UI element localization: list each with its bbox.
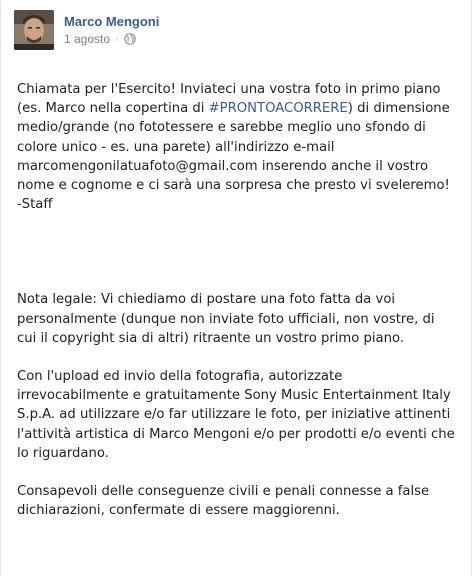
post-paragraph-4: Consapevoli delle conseguenze civili e penali connesse a false dichiarazioni, confermate di essere maggiorenni. bbox=[17, 484, 430, 519]
paragraph-1-text-start: Chiamata per l'Esercito! Inviateci una vostra foto in primo piano (es. Marco nella copertina di bbox=[17, 82, 441, 117]
paragraph-1-text-end: ) di dimensione medio/grande (no fototessere e sarebbe meglio uno sfondo di colore unico - es. una parete) all'indirizzo e-mail marcomengonilatuafoto@gmail.com inserendo anche il vostro nome e cognome e ci sarà una sorpresa che presto vi sveleremo! -Staff bbox=[17, 101, 450, 213]
avatar[interactable] bbox=[14, 10, 54, 50]
hashtag-link[interactable]: #PRONTOACORRERE bbox=[208, 101, 348, 117]
post-meta bbox=[64, 14, 159, 46]
author-name-link[interactable]: Marco Mengoni bbox=[64, 14, 160, 29]
post-paragraph-1 bbox=[17, 80, 457, 214]
globe-icon[interactable] bbox=[124, 33, 136, 45]
post-paragraph-3: Con l'upload ed invio della fotografia, autorizzate irrevocabilmente e gratuitamente Sony Music Entertainment Italy S.p.A. ad utilizzare e/o far utilizzare le foto, per iniziative attinenti l'attività artistica di Marco Mengoni e/o per prodotti e/o eventi che lo riguardano. bbox=[17, 369, 455, 461]
post-date-link[interactable]: 1 agosto bbox=[64, 32, 111, 46]
post-paragraph-2: Nota legale: Vi chiediamo di postare una foto fatta da voi personalmente (dunque non inviate foto ufficiali, non vostre, di cui il copyright sia di altri) ritraente un vostro primo piano. bbox=[17, 292, 435, 346]
post-header bbox=[14, 10, 159, 56]
separator-dot: · bbox=[115, 32, 120, 46]
post-body bbox=[17, 80, 457, 520]
post-subline bbox=[64, 32, 159, 46]
avatar-photo-icon bbox=[14, 10, 54, 50]
